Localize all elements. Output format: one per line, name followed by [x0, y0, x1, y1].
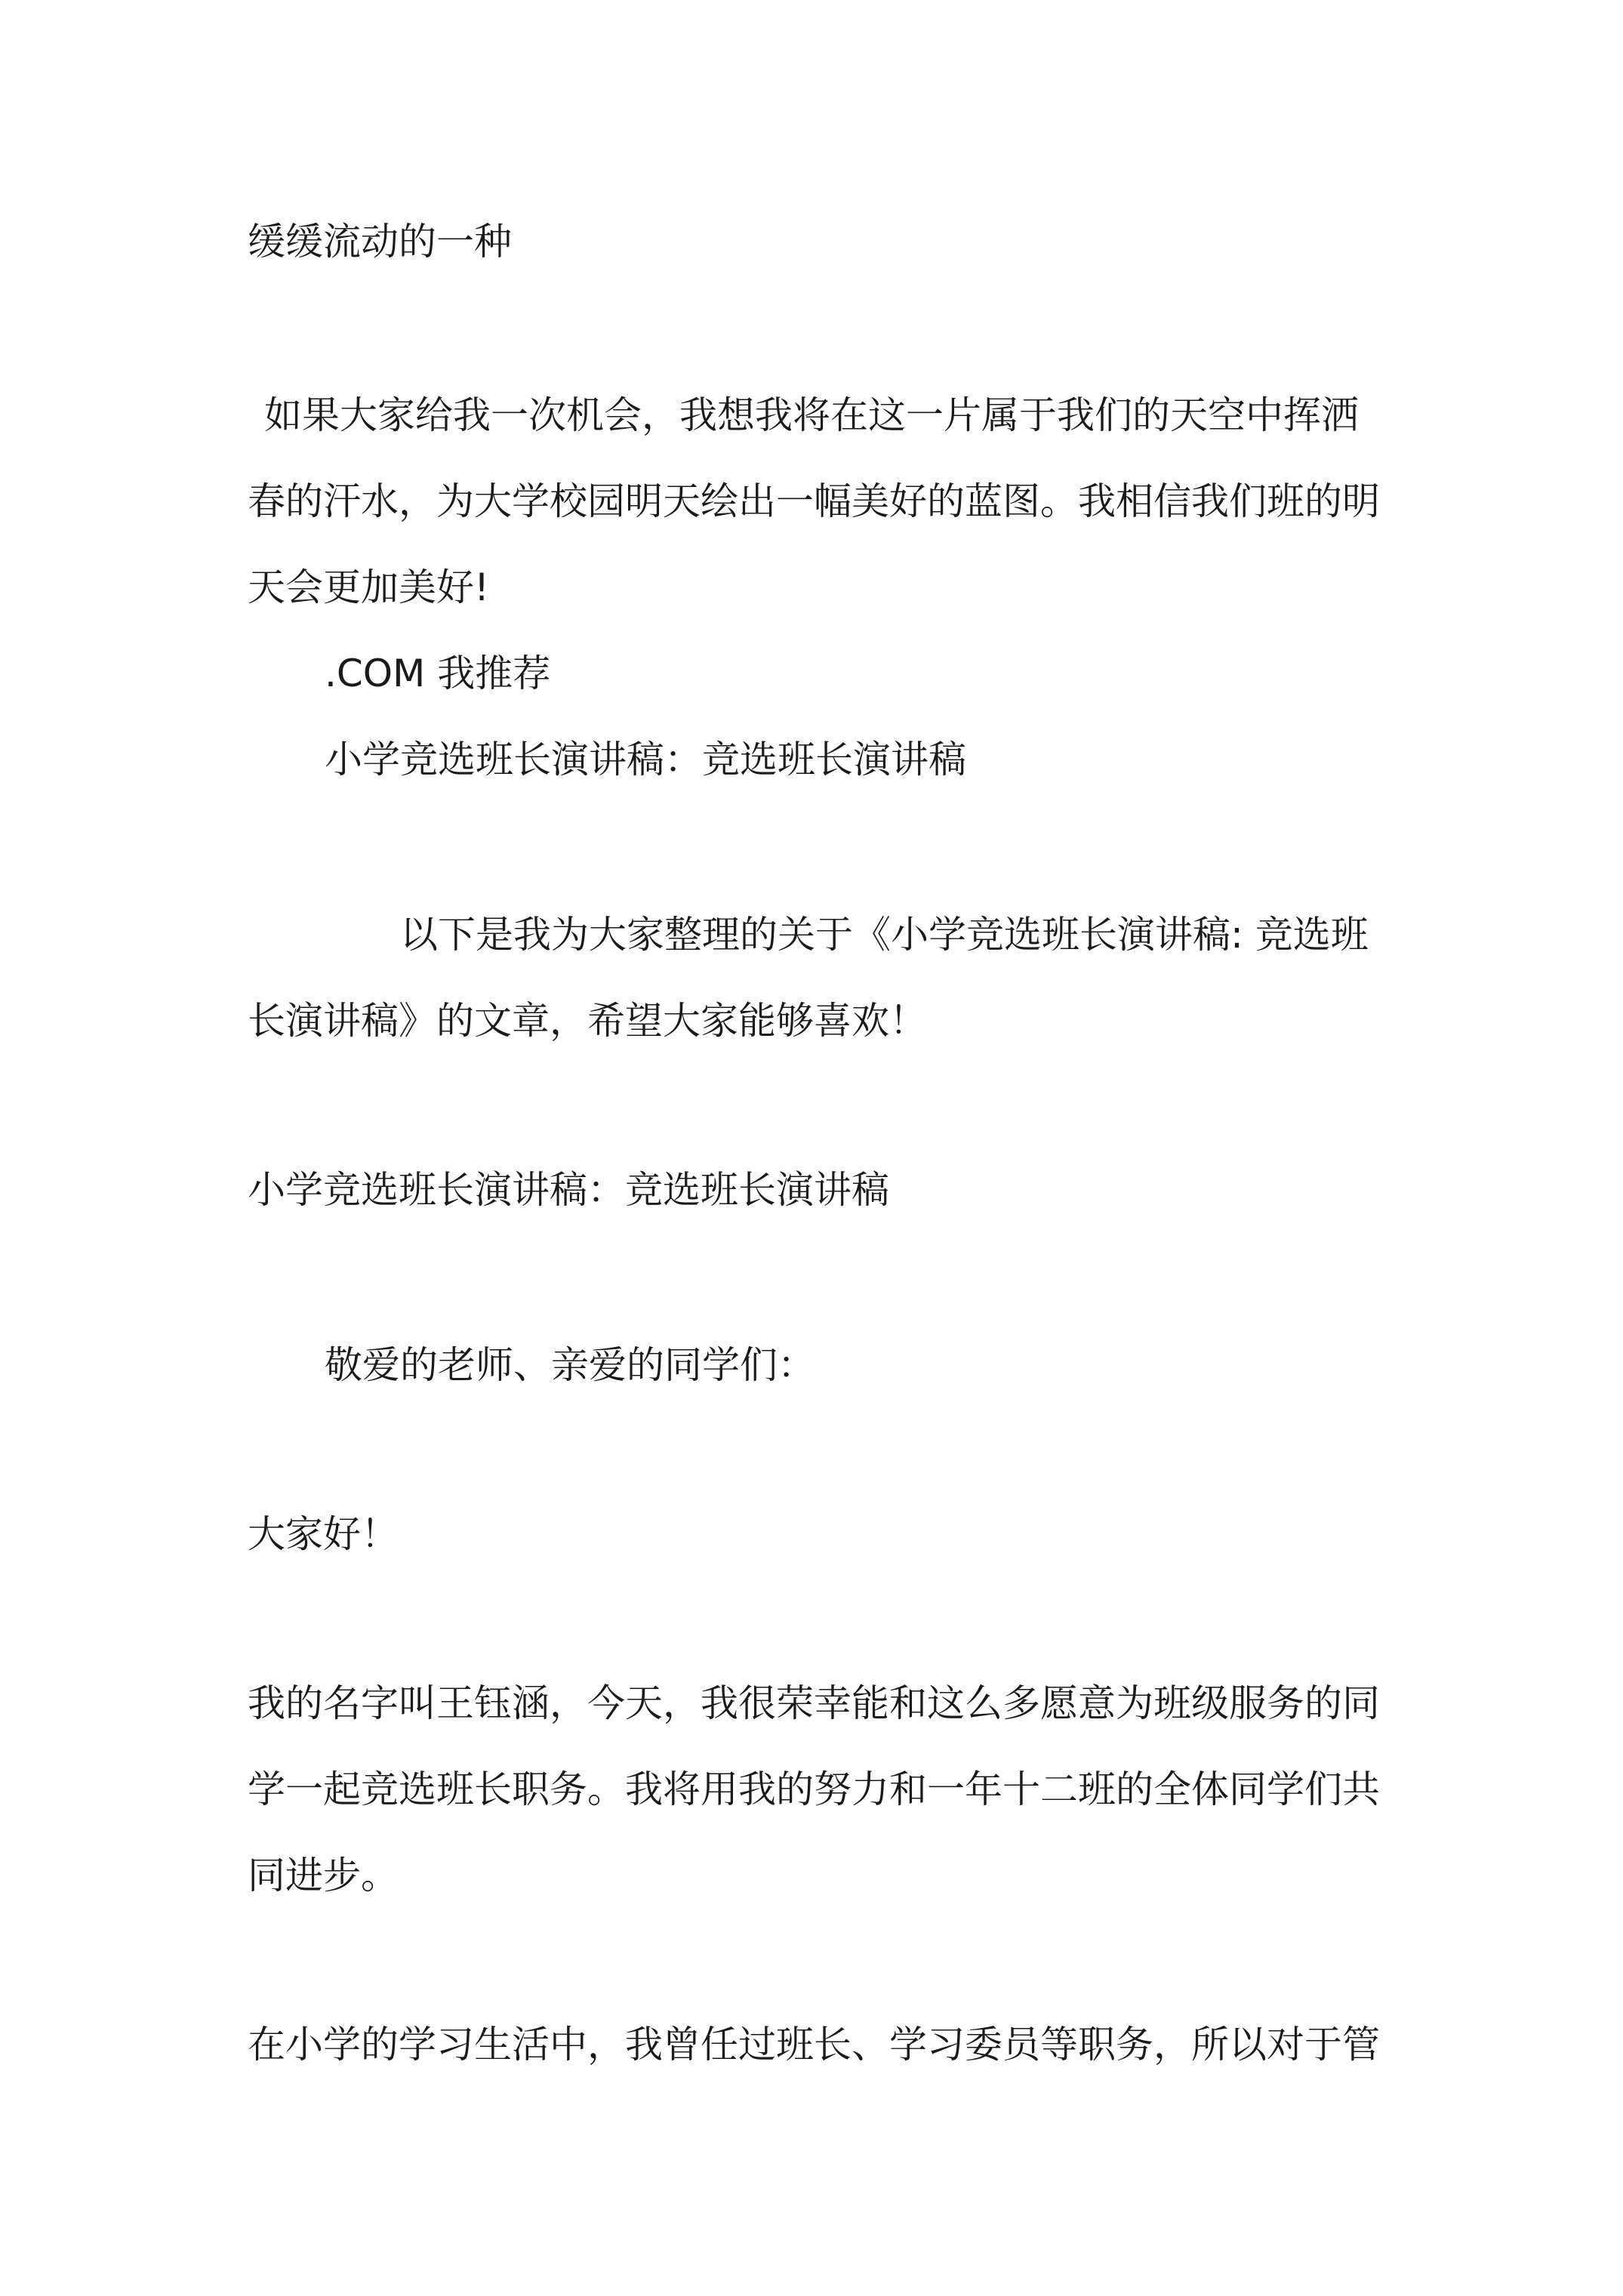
text-line-12: 我的名字叫王钰涵，今天，我很荣幸能和这么多愿意为班级服务的同	[248, 1681, 1380, 1725]
text-line-2: 如果大家给我一次机会，我想我将在这一片属于我们的天空中挥洒	[264, 393, 1359, 437]
text-line-1: 缓缓流动的一种	[248, 220, 512, 264]
text-line-3: 春的汗水，为大学校园明天绘出一幅美好的蓝图。我相信我们班的明	[248, 479, 1380, 523]
text-line-13: 学一起竞选班长职务。我将用我的努力和一年十二班的全体同学们共	[248, 1767, 1380, 1811]
text-line-9: 小学竞选班长演讲稿：竞选班长演讲稿	[248, 1168, 889, 1212]
text-line-15: 在小学的学习生活中，我曾任过班长、学习委员等职务，所以对于管	[248, 2023, 1380, 2066]
text-line-14: 同进步。	[248, 1854, 399, 1897]
text-line-5: .COM 我推荐	[325, 652, 551, 695]
text-line-4: 天会更加美好!	[248, 566, 490, 609]
text-line-8: 长演讲稿》的文章，希望大家能够喜欢！	[248, 999, 927, 1043]
text-line-10: 敬爱的老师、亲爱的同学们：	[325, 1343, 815, 1387]
text-line-6: 小学竞选班长演讲稿：竞选班长演讲稿	[325, 738, 966, 781]
text-line-7: 以下是我为大家整理的关于《小学竞选班长演讲稿: 竞选班	[400, 913, 1369, 957]
text-line-11: 大家好！	[248, 1512, 399, 1556]
